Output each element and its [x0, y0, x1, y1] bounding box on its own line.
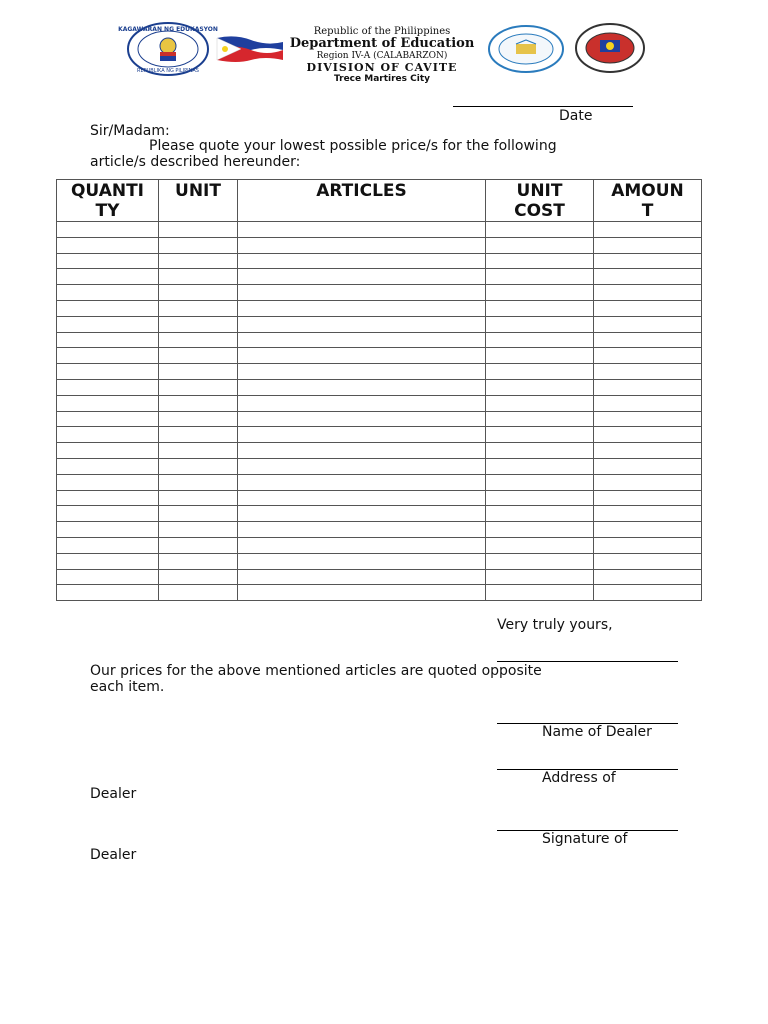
quantity-header [57, 180, 159, 222]
quantity-cell[interactable] [57, 348, 159, 364]
unit-cell[interactable] [159, 364, 238, 380]
unit-cost-cell[interactable] [486, 269, 594, 285]
unit-cost-cell[interactable] [486, 316, 594, 332]
amount-header-line-2: T [641, 201, 654, 221]
salutation: Sir/Madam: [90, 123, 170, 139]
address-dealer-label: Dealer [90, 786, 137, 802]
quantity-cell[interactable] [57, 237, 159, 253]
amount-cell[interactable] [594, 490, 702, 506]
table-row [57, 411, 702, 427]
table-row [57, 490, 702, 506]
unit-cell[interactable] [159, 427, 238, 443]
amount-cell[interactable] [594, 522, 702, 538]
unit-cost-cell[interactable] [486, 474, 594, 490]
letterhead [262, 26, 502, 85]
unit-cell[interactable] [159, 300, 238, 316]
articles-cell[interactable] [238, 285, 486, 301]
quantity-cell[interactable] [57, 474, 159, 490]
unit-cost-cell[interactable] [486, 506, 594, 522]
quantity-cell[interactable] [57, 253, 159, 269]
quantity-cell[interactable] [57, 490, 159, 506]
articles-cell[interactable] [238, 364, 486, 380]
unit-cost-cell[interactable] [486, 285, 594, 301]
unit-cost-cell[interactable] [486, 379, 594, 395]
quantity-cell[interactable] [57, 569, 159, 585]
amount-cell[interactable] [594, 316, 702, 332]
amount-cell[interactable] [594, 285, 702, 301]
unit-cost-cell[interactable] [486, 427, 594, 443]
date-label: Date [559, 108, 593, 124]
division-seal [487, 24, 565, 74]
unit-cell[interactable] [159, 411, 238, 427]
prices-line-2: each item. [90, 679, 165, 695]
amount-header-line-1: AMOUN [611, 181, 684, 201]
unit-cost-cell[interactable] [486, 395, 594, 411]
articles-cell[interactable] [238, 269, 486, 285]
unit-cost-cell[interactable] [486, 537, 594, 553]
unit-cost-cell[interactable] [486, 332, 594, 348]
quantity-cell[interactable] [57, 585, 159, 601]
quantity-cell[interactable] [57, 285, 159, 301]
quantity-cell[interactable] [57, 427, 159, 443]
unit-cell[interactable] [159, 506, 238, 522]
articles-header: ARTICLES [238, 180, 486, 222]
table-row [57, 332, 702, 348]
request-line-1: Please quote your lowest possible price/s for the following [149, 138, 557, 154]
articles-cell[interactable] [238, 490, 486, 506]
quantity-cell[interactable] [57, 411, 159, 427]
amount-cell[interactable] [594, 411, 702, 427]
amount-cell[interactable] [594, 506, 702, 522]
quantity-header-line-2: TY [95, 201, 120, 221]
unit-cell[interactable] [159, 222, 238, 238]
unit-cell[interactable] [159, 253, 238, 269]
table-row [57, 269, 702, 285]
table-row [57, 285, 702, 301]
quotation-table [56, 179, 702, 601]
amount-cell[interactable] [594, 537, 702, 553]
quantity-cell[interactable] [57, 379, 159, 395]
amount-cell[interactable] [594, 269, 702, 285]
articles-cell[interactable] [238, 506, 486, 522]
unit-cell[interactable] [159, 537, 238, 553]
quantity-cell[interactable] [57, 316, 159, 332]
unit-cell[interactable] [159, 379, 238, 395]
address-of-label: Address of [542, 770, 616, 786]
quantity-cell[interactable] [57, 332, 159, 348]
amount-cell[interactable] [594, 222, 702, 238]
amount-cell[interactable] [594, 332, 702, 348]
unit-cell[interactable] [159, 490, 238, 506]
table-row [57, 364, 702, 380]
unit-cost-cell[interactable] [486, 300, 594, 316]
table-row [57, 316, 702, 332]
division-text: DIVISION OF CAVITE [306, 61, 458, 74]
quantity-cell[interactable] [57, 222, 159, 238]
unit-cost-cell[interactable] [486, 458, 594, 474]
articles-cell[interactable] [238, 537, 486, 553]
articles-cell[interactable] [238, 553, 486, 569]
republic-text: Republic of the Philippines [313, 26, 451, 37]
table-row [57, 222, 702, 238]
closing-text: Very truly yours, [497, 617, 613, 633]
region-text: Region IV-A (CALABARZON) [316, 51, 448, 61]
quantity-cell[interactable] [57, 458, 159, 474]
city-seal [574, 22, 646, 74]
articles-cell[interactable] [238, 585, 486, 601]
articles-cell[interactable] [238, 395, 486, 411]
table-row [57, 395, 702, 411]
articles-cell[interactable] [238, 474, 486, 490]
quantity-cell[interactable] [57, 300, 159, 316]
table-row [57, 537, 702, 553]
unit-cost-cell[interactable] [486, 569, 594, 585]
quantity-cell[interactable] [57, 553, 159, 569]
amount-cell[interactable] [594, 585, 702, 601]
articles-cell[interactable] [238, 522, 486, 538]
quantity-cell[interactable] [57, 364, 159, 380]
articles-cell[interactable] [238, 316, 486, 332]
table-header-row [57, 180, 702, 222]
city-text: Trece Martires City [333, 74, 430, 84]
name-of-dealer-label: Name of Dealer [542, 724, 652, 740]
articles-cell[interactable] [238, 253, 486, 269]
unit-cell[interactable] [159, 443, 238, 459]
amount-cell[interactable] [594, 253, 702, 269]
unit-cell[interactable] [159, 395, 238, 411]
unit-cell[interactable] [159, 316, 238, 332]
unit-cell[interactable] [159, 332, 238, 348]
signature-closing-line [497, 661, 678, 662]
unit-cost-cell[interactable] [486, 443, 594, 459]
amount-cell[interactable] [594, 395, 702, 411]
articles-cell[interactable] [238, 332, 486, 348]
signature-of-label: Signature of [542, 831, 628, 847]
table-row [57, 379, 702, 395]
amount-cell[interactable] [594, 364, 702, 380]
unit-cost-cell[interactable] [486, 490, 594, 506]
unit-cost-cell[interactable] [486, 522, 594, 538]
unit-cell[interactable] [159, 522, 238, 538]
unit-cell[interactable] [159, 237, 238, 253]
articles-cell[interactable] [238, 427, 486, 443]
department-text: Department of Education [289, 36, 475, 51]
articles-cell[interactable] [238, 443, 486, 459]
amount-cell[interactable] [594, 348, 702, 364]
unit-cost-cell[interactable] [486, 411, 594, 427]
amount-cell[interactable] [594, 553, 702, 569]
unit-cell[interactable] [159, 458, 238, 474]
unit-cell[interactable] [159, 348, 238, 364]
amount-cell[interactable] [594, 427, 702, 443]
svg-text:KAGAWARAN NG EDUKASYON: KAGAWARAN NG EDUKASYON [118, 26, 218, 33]
unit-cost-cell[interactable] [486, 364, 594, 380]
unit-cell[interactable] [159, 285, 238, 301]
quantity-cell[interactable] [57, 395, 159, 411]
articles-cell[interactable] [238, 458, 486, 474]
table-row [57, 348, 702, 364]
svg-text:REPUBLIKA NG PILIPINAS: REPUBLIKA NG PILIPINAS [137, 68, 199, 74]
articles-cell[interactable] [238, 569, 486, 585]
table-row [57, 506, 702, 522]
unit-cell[interactable] [159, 585, 238, 601]
quantity-cell[interactable] [57, 537, 159, 553]
table-body [57, 222, 702, 601]
table-row [57, 237, 702, 253]
quantity-cell[interactable] [57, 269, 159, 285]
unit-cell[interactable] [159, 269, 238, 285]
unit-header: UNIT [159, 180, 238, 222]
articles-cell[interactable] [238, 300, 486, 316]
table-row [57, 474, 702, 490]
articles-cell[interactable] [238, 379, 486, 395]
table-row [57, 300, 702, 316]
amount-cell[interactable] [594, 379, 702, 395]
table-row [57, 569, 702, 585]
table-row [57, 427, 702, 443]
articles-cell[interactable] [238, 237, 486, 253]
unit-cell[interactable] [159, 474, 238, 490]
date-line [453, 106, 633, 107]
unit-cost-cell[interactable] [486, 585, 594, 601]
table-row [57, 522, 702, 538]
table-row [57, 553, 702, 569]
signature-dealer-label: Dealer [90, 847, 137, 863]
unit-cost-header-line-1: UNIT [516, 181, 563, 201]
unit-cost-cell[interactable] [486, 222, 594, 238]
amount-cell[interactable] [594, 569, 702, 585]
unit-cell[interactable] [159, 553, 238, 569]
amount-header [594, 180, 702, 222]
amount-cell[interactable] [594, 300, 702, 316]
table-row [57, 443, 702, 459]
unit-cell[interactable] [159, 569, 238, 585]
request-line-2: article/s described hereunder: [90, 154, 301, 170]
amount-cell[interactable] [594, 237, 702, 253]
amount-cell[interactable] [594, 474, 702, 490]
quantity-header-line-1: QUANTI [70, 181, 145, 201]
unit-cost-cell[interactable] [486, 348, 594, 364]
quantity-cell[interactable] [57, 443, 159, 459]
articles-cell[interactable] [238, 222, 486, 238]
unit-cost-cell[interactable] [486, 253, 594, 269]
deped-seal [118, 22, 218, 76]
amount-cell[interactable] [594, 458, 702, 474]
quantity-cell[interactable] [57, 506, 159, 522]
unit-cost-header-line-2: COST [514, 201, 565, 221]
unit-cost-cell[interactable] [486, 237, 594, 253]
articles-cell[interactable] [238, 348, 486, 364]
unit-cost-cell[interactable] [486, 553, 594, 569]
table-row [57, 585, 702, 601]
table-row [57, 458, 702, 474]
articles-cell[interactable] [238, 411, 486, 427]
unit-cost-header [486, 180, 594, 222]
table-row [57, 253, 702, 269]
amount-cell[interactable] [594, 443, 702, 459]
prices-line-1: Our prices for the above mentioned articles are quoted opposite [90, 663, 542, 679]
quantity-cell[interactable] [57, 522, 159, 538]
